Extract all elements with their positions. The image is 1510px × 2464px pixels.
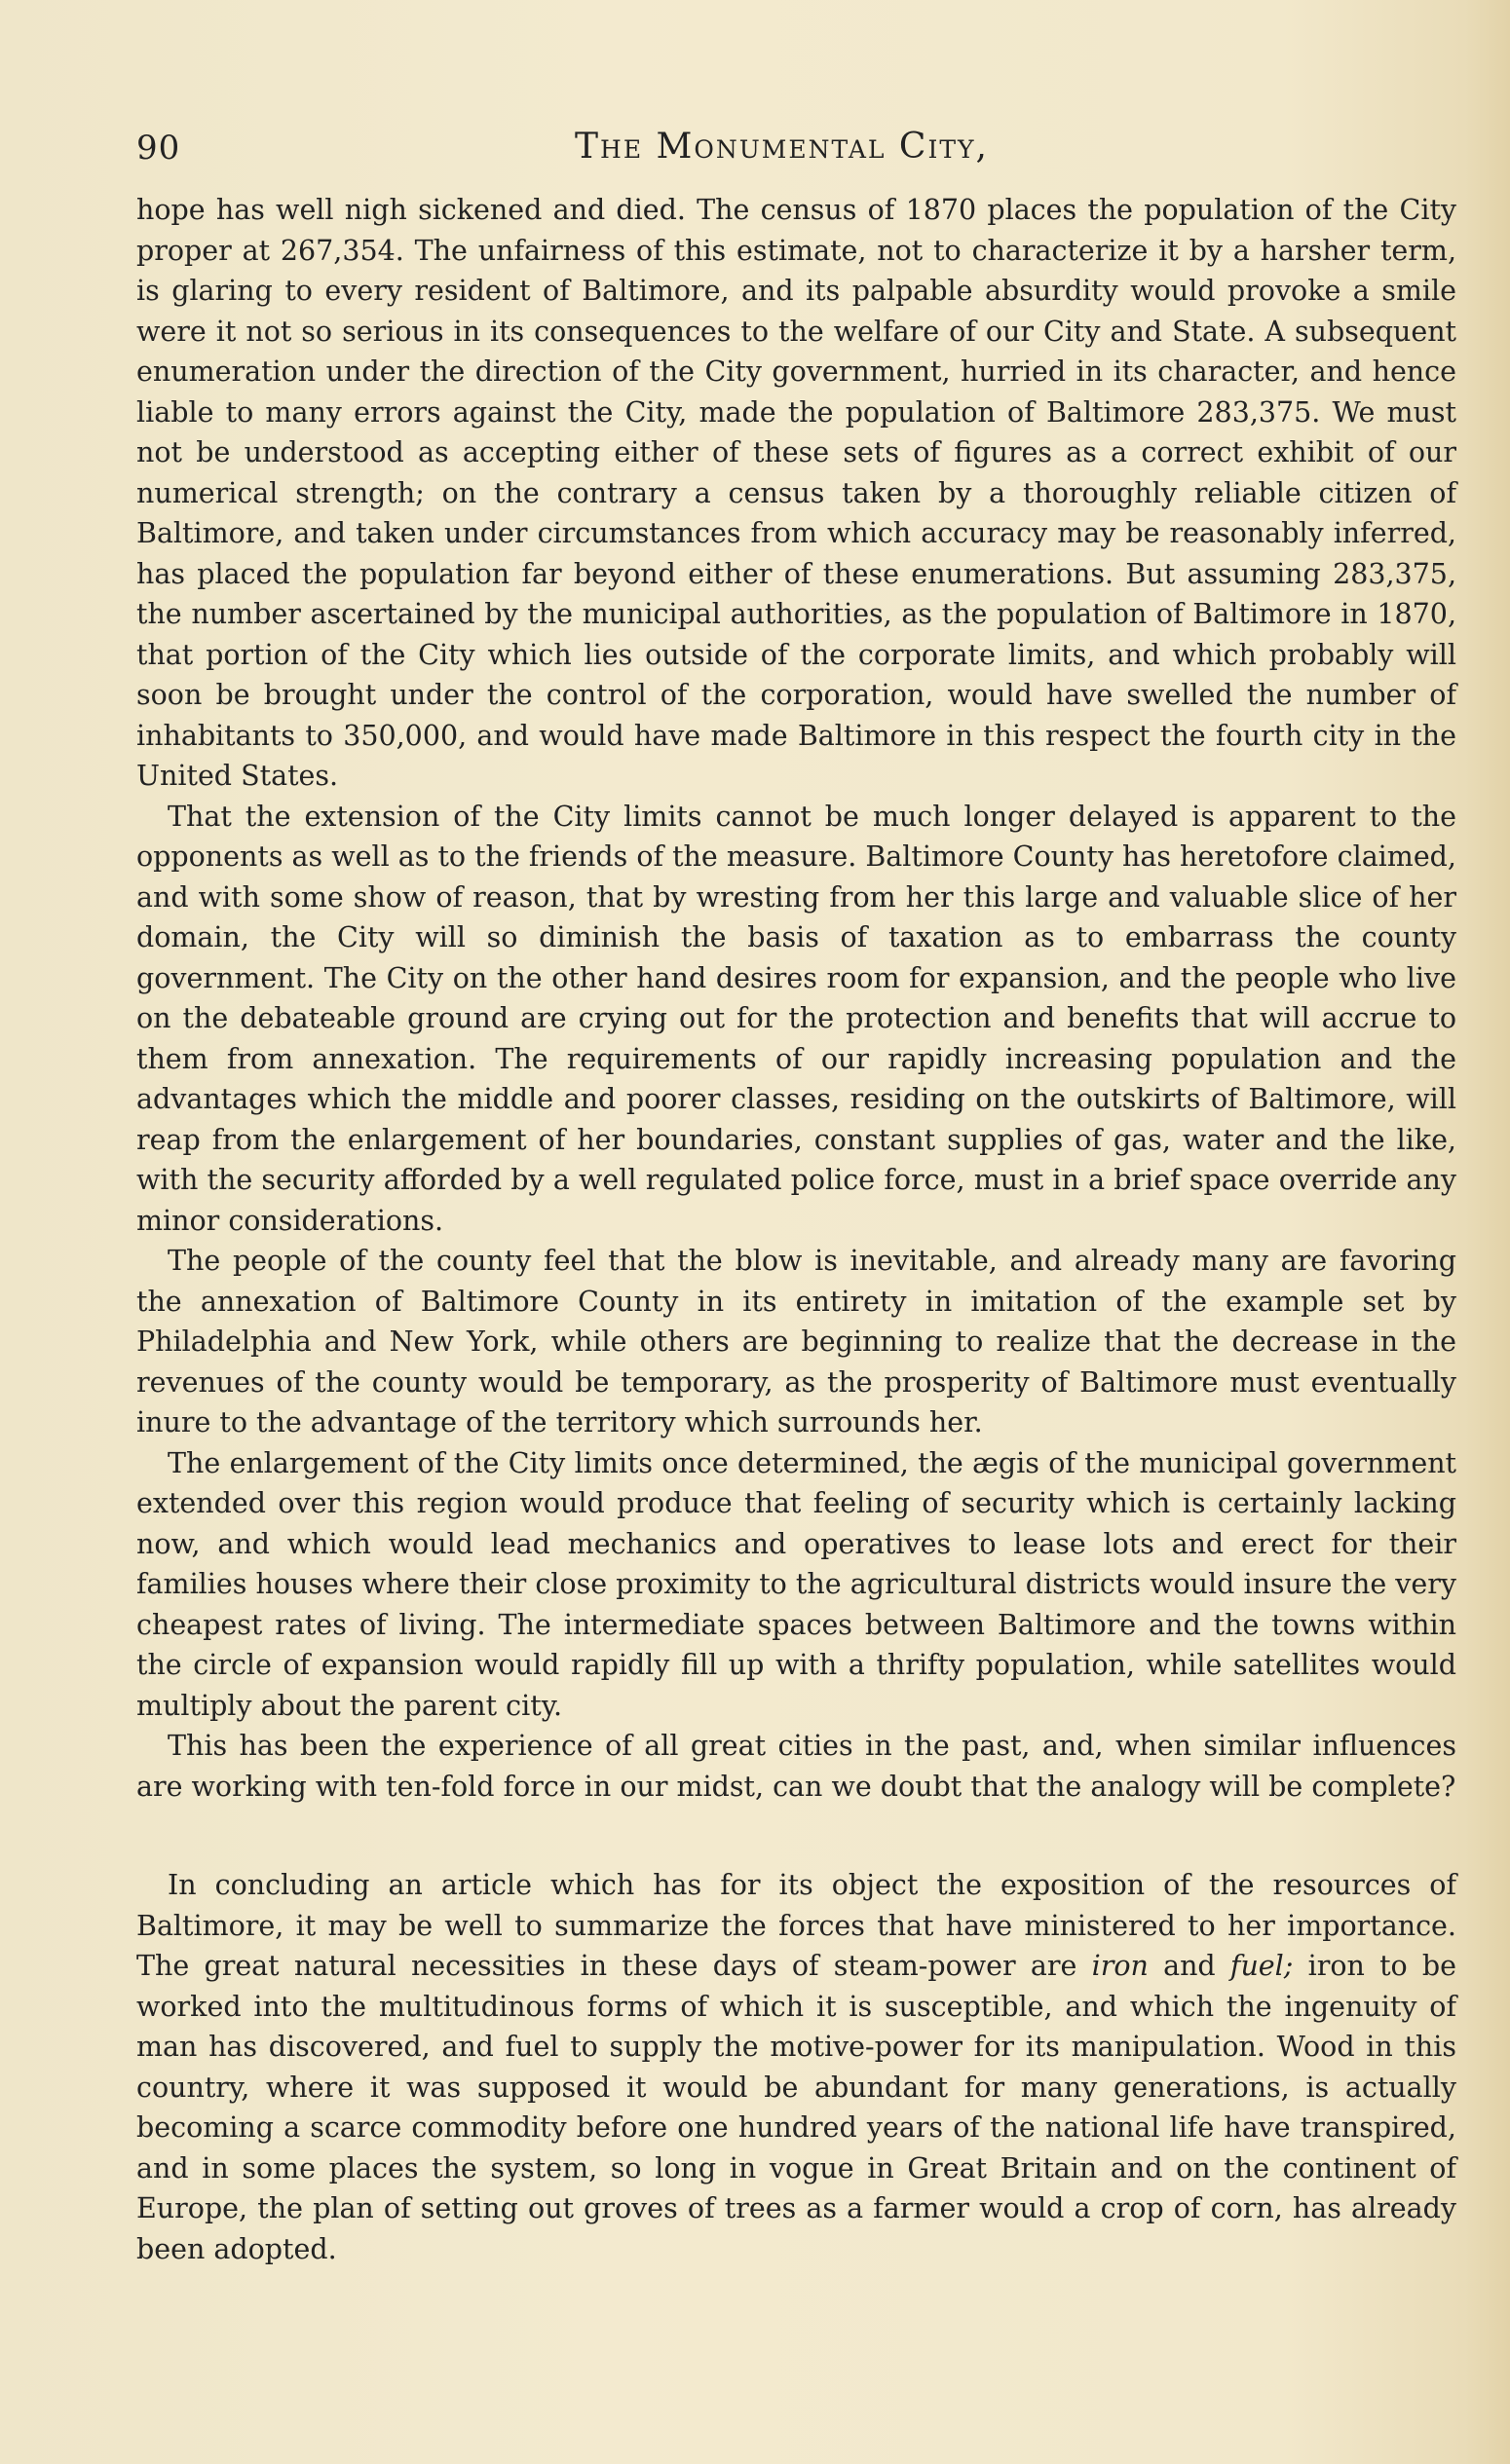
closing-text-part-2: iron to be worked into the multitudinous forms of which it is susceptible, and which the ingenuity of man has discovered, and fuel to supply the motive-power for its manipulation. Wood in this country, where it was supposed it would be abundant for many generations, is actually becoming a scarce commodity before one hundred years of the national life have transpired, and in some places the system, so long in vogue in Great Britain and on the continent of Europe, the plan of setting out groves of trees as a farmer would a crop of corn, has already been adopted. bbox=[136, 1950, 1457, 2265]
paragraph-1: hope has well nigh sickened and died. The census of 1870 places the population of the City proper at 267,354. The unfairness of this estimate, not to characterize it by a harsher term, is glaring to every resident of Baltimore, and its palpable absurdity would provoke a smile were it not so serious in its consequences to the welfare of our City and State. A subsequent enumeration under the direction of the City government, hurried in its character, and hence liable to many errors against the City, made the population of Baltimore 283,375. We must not be understood as accepting either of these sets of figures as a correct exhibit of our numerical strength; on the contrary a census taken by a thoroughly reliable citizen of Baltimore, and taken under circumstances from which accuracy may be reasonably inferred, has placed the population far beyond either of these enumerations. But assuming 283,375, the number ascertained by the municipal authorities, as the population of Baltimore in 1870, that portion of the City which lies outside of the corporate limits, and which probably will soon be brought under the control of the corporation, would have swelled the number of inhabitants to 350,000, and would have made Baltimore in this respect the fourth city in the United States. bbox=[136, 194, 1456, 792]
closing-text-part-1: In concluding an article which has for its object the exposition of the resources of Baltimore, it may be well to summarize the forces that have ministered to her importance. The great natural necessities in these days of steam-power are bbox=[136, 1869, 1456, 1982]
page-number: 90 bbox=[136, 129, 181, 168]
page-header bbox=[136, 125, 1456, 173]
paragraph-2: That the extension of the City limits cannot be much longer delayed is apparent to the opponents as well as to the friends of the measure. Baltimore County has heretofore claimed, and with some show of reason, that by wresting from her this large and valuable slice of her domain, the City will so diminish the basis of taxation as to embarrass the county government. The City on the other hand desires room for expansion, and the people who live on the debateable ground are crying out for the protection and benefits that will accrue to them from annexation. The requirements of our rapidly increasing population and the advantages which the middle and poorer classes, residing on the outskirts of Baltimore, will reap from the enlargement of her boundaries, constant supplies of gas, water and the like, with the security afforded by a well regulated police force, must in a brief space override any minor considerations. bbox=[136, 800, 1456, 1237]
word-iron: iron bbox=[1091, 1950, 1149, 1982]
word-fuel: fuel; bbox=[1229, 1950, 1294, 1982]
paragraph-5: This has been the experience of all great cities in the past, and, when similar influences are working with ten-fold force in our midst, can we doubt that the analogy will be complete? bbox=[136, 1730, 1456, 1803]
section-break bbox=[136, 1807, 1456, 1865]
running-title: The Monumental City, bbox=[575, 127, 989, 167]
body-text bbox=[136, 190, 1456, 2269]
closing-paragraph bbox=[136, 1865, 1456, 2269]
paragraph-4: The enlargement of the City limits once determined, the ægis of the municipal government extended over this region would produce that feeling of security which is certainly lacking now, and which would lead mechanics and operatives to lease lots and erect for their families houses where their close proximity to the agricultural districts would insure the very cheapest rates of living. The intermediate spaces between Baltimore and the towns within the circle of expansion would rapidly fill up with a thrifty population, while satellites would multiply about the parent city. bbox=[136, 1446, 1456, 1722]
word-and: and bbox=[1148, 1950, 1230, 1982]
paragraph-3: The people of the county feel that the blow is inevitable, and already many are favoring the annexation of Baltimore County in its entirety in imitation of the example set by Philadelphia and New York, while others are beginning to realize that the decrease in the revenues of the county would be temporary, as the prosperity of Baltimore must eventually inure to the advantage of the territory which surrounds her. bbox=[136, 1245, 1456, 1438]
